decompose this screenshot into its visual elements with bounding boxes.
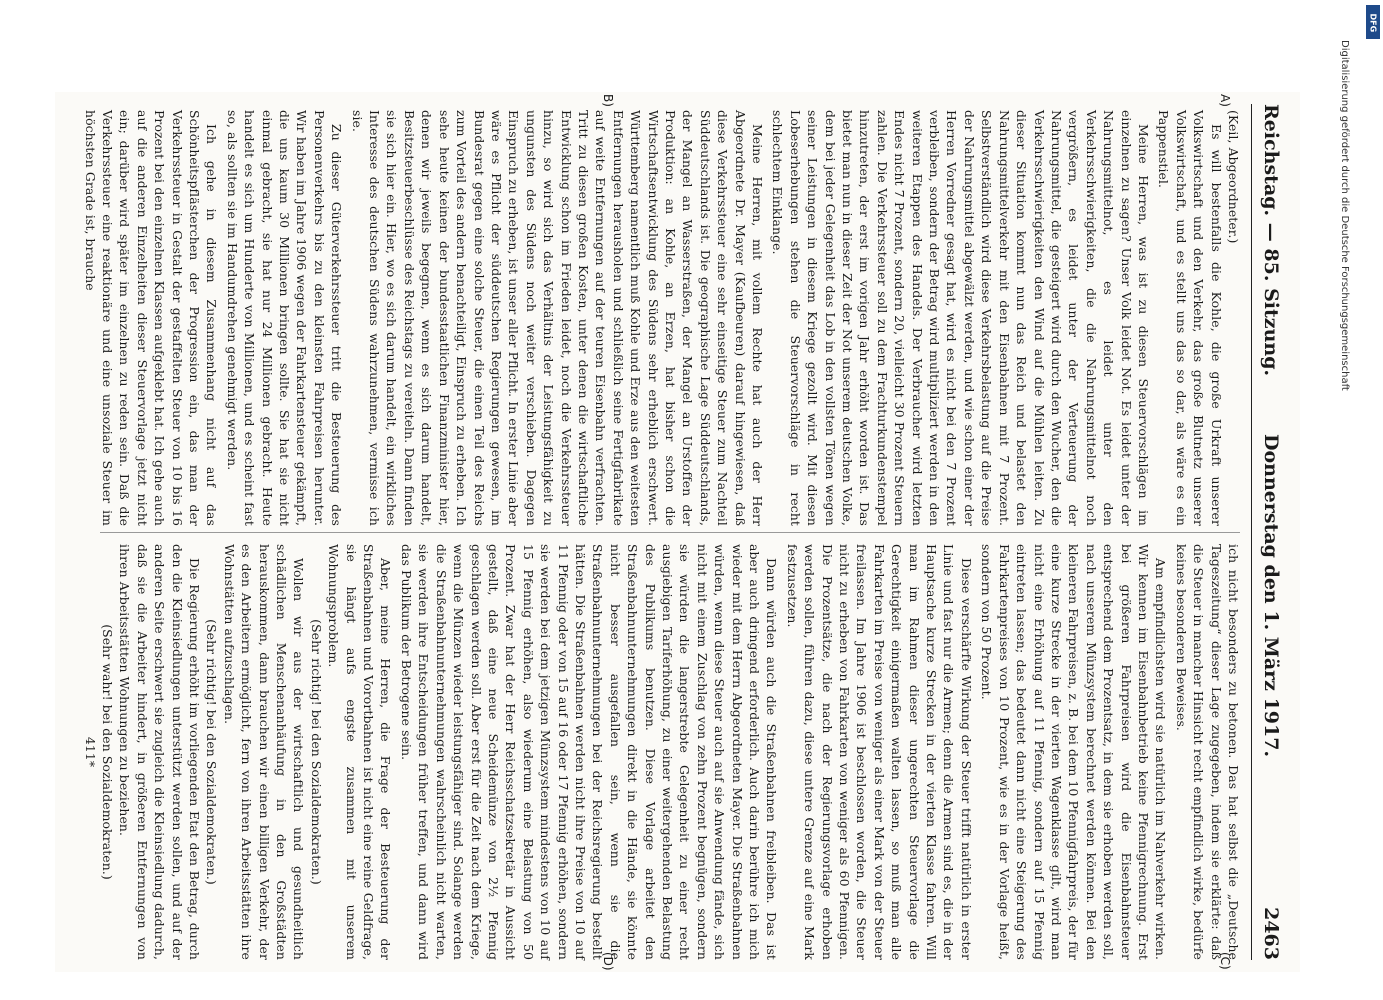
paragraph: Aber, meine Herren, die Frage der Besteuerung der Straßenbahnen und Vorortbahnen ist nicht eine reine Geldfrage, sie hängt aufs engste zusammen mit unserem Wohnungsproblem.	[326, 544, 394, 960]
margin-marker-d: (D)	[601, 952, 615, 971]
scanned-page	[55, 92, 1300, 972]
paragraph: Am empfindlichsten wird sie natürlich im Nahverkehr wirken. Wir kennen im Eisenbahnbetrieb keine Pfennigrechnung. Erst bei größeren Fahrpreisen wird die Eisenbahnsteuer entsprechend dem Prozentsatz, in dem sie erhoben werden soll, nach unserem Münzsystem berechnet werden können. Bei den kleineren Fahrpreisen, z. B. bei dem 10 Pfennigfahrpreis, der für eine kurze Strecke in der vierten Wagenklasse gilt, wird man nicht eine Erhöhung auf 11 Pfennig, sondern auf 15 Pfennig eintreten lassen; das bedeutet dann nicht eine Steigerung des Fahrkartenpreises von 10 Prozent, wie es in der Vorlage heißt, sondern von 50 Prozent.	[979, 544, 1169, 960]
paragraph: Zu dieser Güterverkehrssteuer tritt die Besteuerung des Personenverkehrs bis zu den kleinsten Fahrpreisen herunter. Wir haben im Jahre 1906 wegen der Fahrkartensteuer gekämpft, die uns kaum 30 Millionen bringen sollte. Sie hat sie nicht einmal gebracht, sie hat nur 24 Millionen gebracht. Heute handelt es sich um Hunderte von Millionen, und es scheint fast so, als sollten sie im Handumdrehen genehmigt werden.	[224, 110, 345, 526]
paragraph: ich nicht besonders zu betonen. Das hat selbst die „Deutsche Tageszeitung“ dieser Lage zugegeben, indem sie erklärte: daß die Steuer in mancher Hinsicht recht empfindlich wirke, bedürfe keines besonderen Beweises.	[1173, 544, 1241, 960]
interjection: (Sehr richtig! bei den Sozialdemokraten.)	[204, 619, 220, 885]
left-column	[82, 110, 1242, 526]
signature-mark: 411*	[82, 736, 98, 768]
interjection: (Sehr richtig! bei den Sozialdemokraten.)	[308, 619, 324, 885]
paragraph: Wollen wir aus der wirtschaftlich und gesundheitlich schädlichen Menschenanhäufung in den Großstädten herauskommen, dann brauchen wir einen billigen Verkehr, der es den Arbeitern ermöglicht, fern von ihren Arbeitsstätten ihre Wohnstätten aufzuschlagen.	[221, 544, 307, 960]
speaker-line: (Keil, Abgeordneter.)	[1226, 110, 1241, 244]
dfg-logo-text: DFG	[1368, 13, 1378, 33]
paragraph: Ich gehe in diesem Zusammenhang nicht auf das Schönheitspflästerchen der Progression ein, das man der Verkehrssteuer in Gestalt der gestaffelten Steuer von 10 bis 16 Prozent bei den einzelnen Klassen aufgeklebt hat. Ich gehe auch auf die anderen Einzelheiten dieser Steuervorlage jetzt nicht ein; darüber wird später im einzelnen zu reden sein. Daß die Verkehrssteuer eine reaktionäre und eine unsoziale Steuer im höchsten Grade ist, brauche	[82, 110, 220, 526]
paragraph: Meine Herren, was ist zu diesen Steuervorschlägen im einzelnen zu sagen? Unser Volk leidet Not. Es leidet unter der Nahrungsmittelnot, es leidet unter den Verkehrsschwierigkeiten, die die Nahrungsmittelnot noch vergrößern, es leidet unter der Verteuerung der Nahrungsmittel, die gesteigert wird durch den Wucher, den die Verkehrsschwierigkeiten den Wind auf die Mühlen leiten. Zu dieser Situation kommt nun das Reich und belastet den Nahrungsmittelverkehr mit den Eisenbahnen mit 7 Prozent. Selbstverständlich wird diese Verkehrsbelastung auf die Preise der Nahrungsmittel abgewälzt werden, und wie schon einer der Herren Vorredner gesagt hat, wird es nicht bei den 7 Prozent verbleiben, sondern der Betrag wird multipliziert werden in den weiteren Etappen des Handels. Der Verbraucher wird letzten Endes nicht 7 Prozent, sondern 20, vielleicht 30 Prozent Steuern zahlen. Die Verkehrssteuer soll zu dem Frachturkundenstempel hinzutreten, der erst im vorigen Jahr erhöht worden ist. Das bietet man nun in dieser Zeit der Not unserem deutschen Volke, dem bei jeder Gelegenheit das Lob in den vollsten Tönen wegen seiner Leistungen in diesem Kriege gezollt wird. Mit diesen Lobeserhebungen stehen die Steuervorschläge in recht schlechtem Einklange.	[770, 110, 1151, 526]
paragraph: Diese verschärfte Wirkung der Steuer trifft natürlich in erster Linie und fast nur die Armen; denn die Armen sind es, die in der Hauptsache kurze Strecken in der vierten Klasse fahren. Will man im Rahmen dieser ungerechten Steuervorlage die Gerechtigkeit einigermaßen walten lassen, so muß man alle Fahrkarten im Preise von weniger als einer Mark von der Steuer freilassen. Im Jahre 1906 ist beschlossen worden, die Steuer nicht zu erheben von Fahrkarten von weniger als 60 Pfennigen. Die Prozentsätze, die nach der Regierungsvorlage erhoben werden sollen, führen dazu, diese untere Grenze auf eine Mark festzusetzen.	[784, 544, 974, 960]
column-divider	[100, 532, 1240, 533]
margin-marker-b: B)	[601, 94, 615, 107]
margin-marker-c: (C)	[1218, 952, 1232, 970]
interjection: (Sehr wahr! bei den Sozialdemokraten.)	[100, 624, 115, 880]
paragraph: Die Regierung erhöht im vorliegenden Etat den Betrag, durch den die Kleinsiedlungen unterstützt werden sollen, und auf der anderen Seite erschwert sie zugleich die Kleinsiedlung dadurch, daß sie die Arbeiter hindert, in größeren Entfernungen von ihren Arbeitsstätten Wohnungen zu beziehen.	[117, 544, 203, 960]
paragraph: Es will bestenfalls die Kohle, die große Urkraft unserer Volkswirtschaft und den Verkehr, das große Blutnetz unserer Volkswirtschaft, und es stellt uns das so dar, als wäre es ein Pappenstiel.	[1156, 110, 1224, 526]
header-left: Reichstag. — 85. Sitzung.	[1260, 104, 1282, 377]
header-date: Donnerstag den 1. März 1917.	[1260, 434, 1282, 758]
page-number: 2463	[1260, 907, 1282, 960]
page-header	[1251, 104, 1288, 960]
margin-marker-a: A)	[1218, 94, 1232, 107]
paragraph: Dann würden auch die Straßenbahnen freibleiben. Das ist aber auch dringend erforderlich. Auch darin berühre ich mich wieder mit dem Herrn Abgeordneten Mayer. Die Straßenbahnen würden, wenn diese Steuer auch auf sie Anwendung fände, sich nicht mit einem Zuschlag von zehn Prozent begnügen, sondern sie würden die langerstrebte Gelegenheit zu einer recht ausgiebigen Tariferhöhung, zu einer weitergehenden Belastung des Publikums benutzen. Diese Vorlage arbeitet den Straßenbahnunternehmungen direkt in die Hände, sie könnte nicht besser ausgefallen sein, wenn sie die Straßenbahnunternehmungen bei der Reichsregierung bestellt hätten. Die Straßenbahnen werden nicht ihre Preise von 10 auf 11 Pfennig oder von 15 auf 16 oder 17 Pfennig erhöhen, sondern sie werden bei dem jetzigen Münzsystem mindestens von 10 auf 15 Pfennig erhöhen, also wiederum eine Belastung von 50 Prozent. Zwar hat der Herr Reichsschatzsekretär in Aussicht gestellt, daß eine neue Scheidemünze von 2½ Pfennig geschlagen werden soll. Aber erst für die Zeit nach dem Kriege, wenn die Münzen wieder leistungsfähiger sind. Solange werden die Straßenbahnunternehmungen wahrscheinlich nicht warten, sie werden ihre Entscheidungen früher treffen, und dann wird das Publikum der Betrogene sein.	[398, 544, 780, 960]
paragraph: Meine Herren, mit vollem Rechte hat auch der Herr Abgeordnete Dr. Mayer (Kaufbeuren) darauf hingewiesen, daß diese Verkehrssteuer eine sehr einseitige Steuer zum Nachteil Süddeutschlands ist. Die geographische Lage Süddeutschlands, der Mangel an Wasserstraßen, der Mangel an Urstoffen der Produktion: an Kohle, an Erzen, hat bisher schon die Wirtschaftsentwicklung des Südens sehr erheblich erschwert. Württemberg namentlich muß Kohle und Erze aus den weitesten Entfernungen herausholen und schließlich seine Fertigfabrikate auf weite Entfernungen auf der teuren Eisenbahn verfrachten. Tritt zu diesen großen Kosten, unter denen die wirtschaftliche Entwicklung schon im Frieden leidet, noch die Verkehrssteuer hinzu, so wird sich das Verhältnis der Leistungsfähigkeit zu ungunsten des Südens noch weiter verschieben. Dagegen Einspruch zu erheben, ist unser aller Pflicht. In erster Linie aber wäre es Pflicht der süddeutschen Regierungen gewesen, im Bundesrat gegen eine solche Steuer, die einen Teil des Reichs zum Vorteil des andern benachteiligt, Einspruch zu erheben. Ich sehe heute keinen der bundesstaatlichen Finanzminister hier, denen wir jeweils begegnen, wenn es sich darum handelt, Besitzsteuerbeschlüsse des Reichstags zu vereiteln. Dann finden sie sich hier ein. Hier, wo es sich darum handelt, ein wirkliches Interesse des deutschen Südens wahrzunehmen, vermisse ich sie.	[349, 110, 766, 526]
right-column	[82, 544, 1242, 960]
digitization-note: Digitalisierung gefördert durch die Deutsche Forschungsgemeinschaft	[1339, 40, 1350, 391]
dfg-logo	[1366, 5, 1380, 39]
